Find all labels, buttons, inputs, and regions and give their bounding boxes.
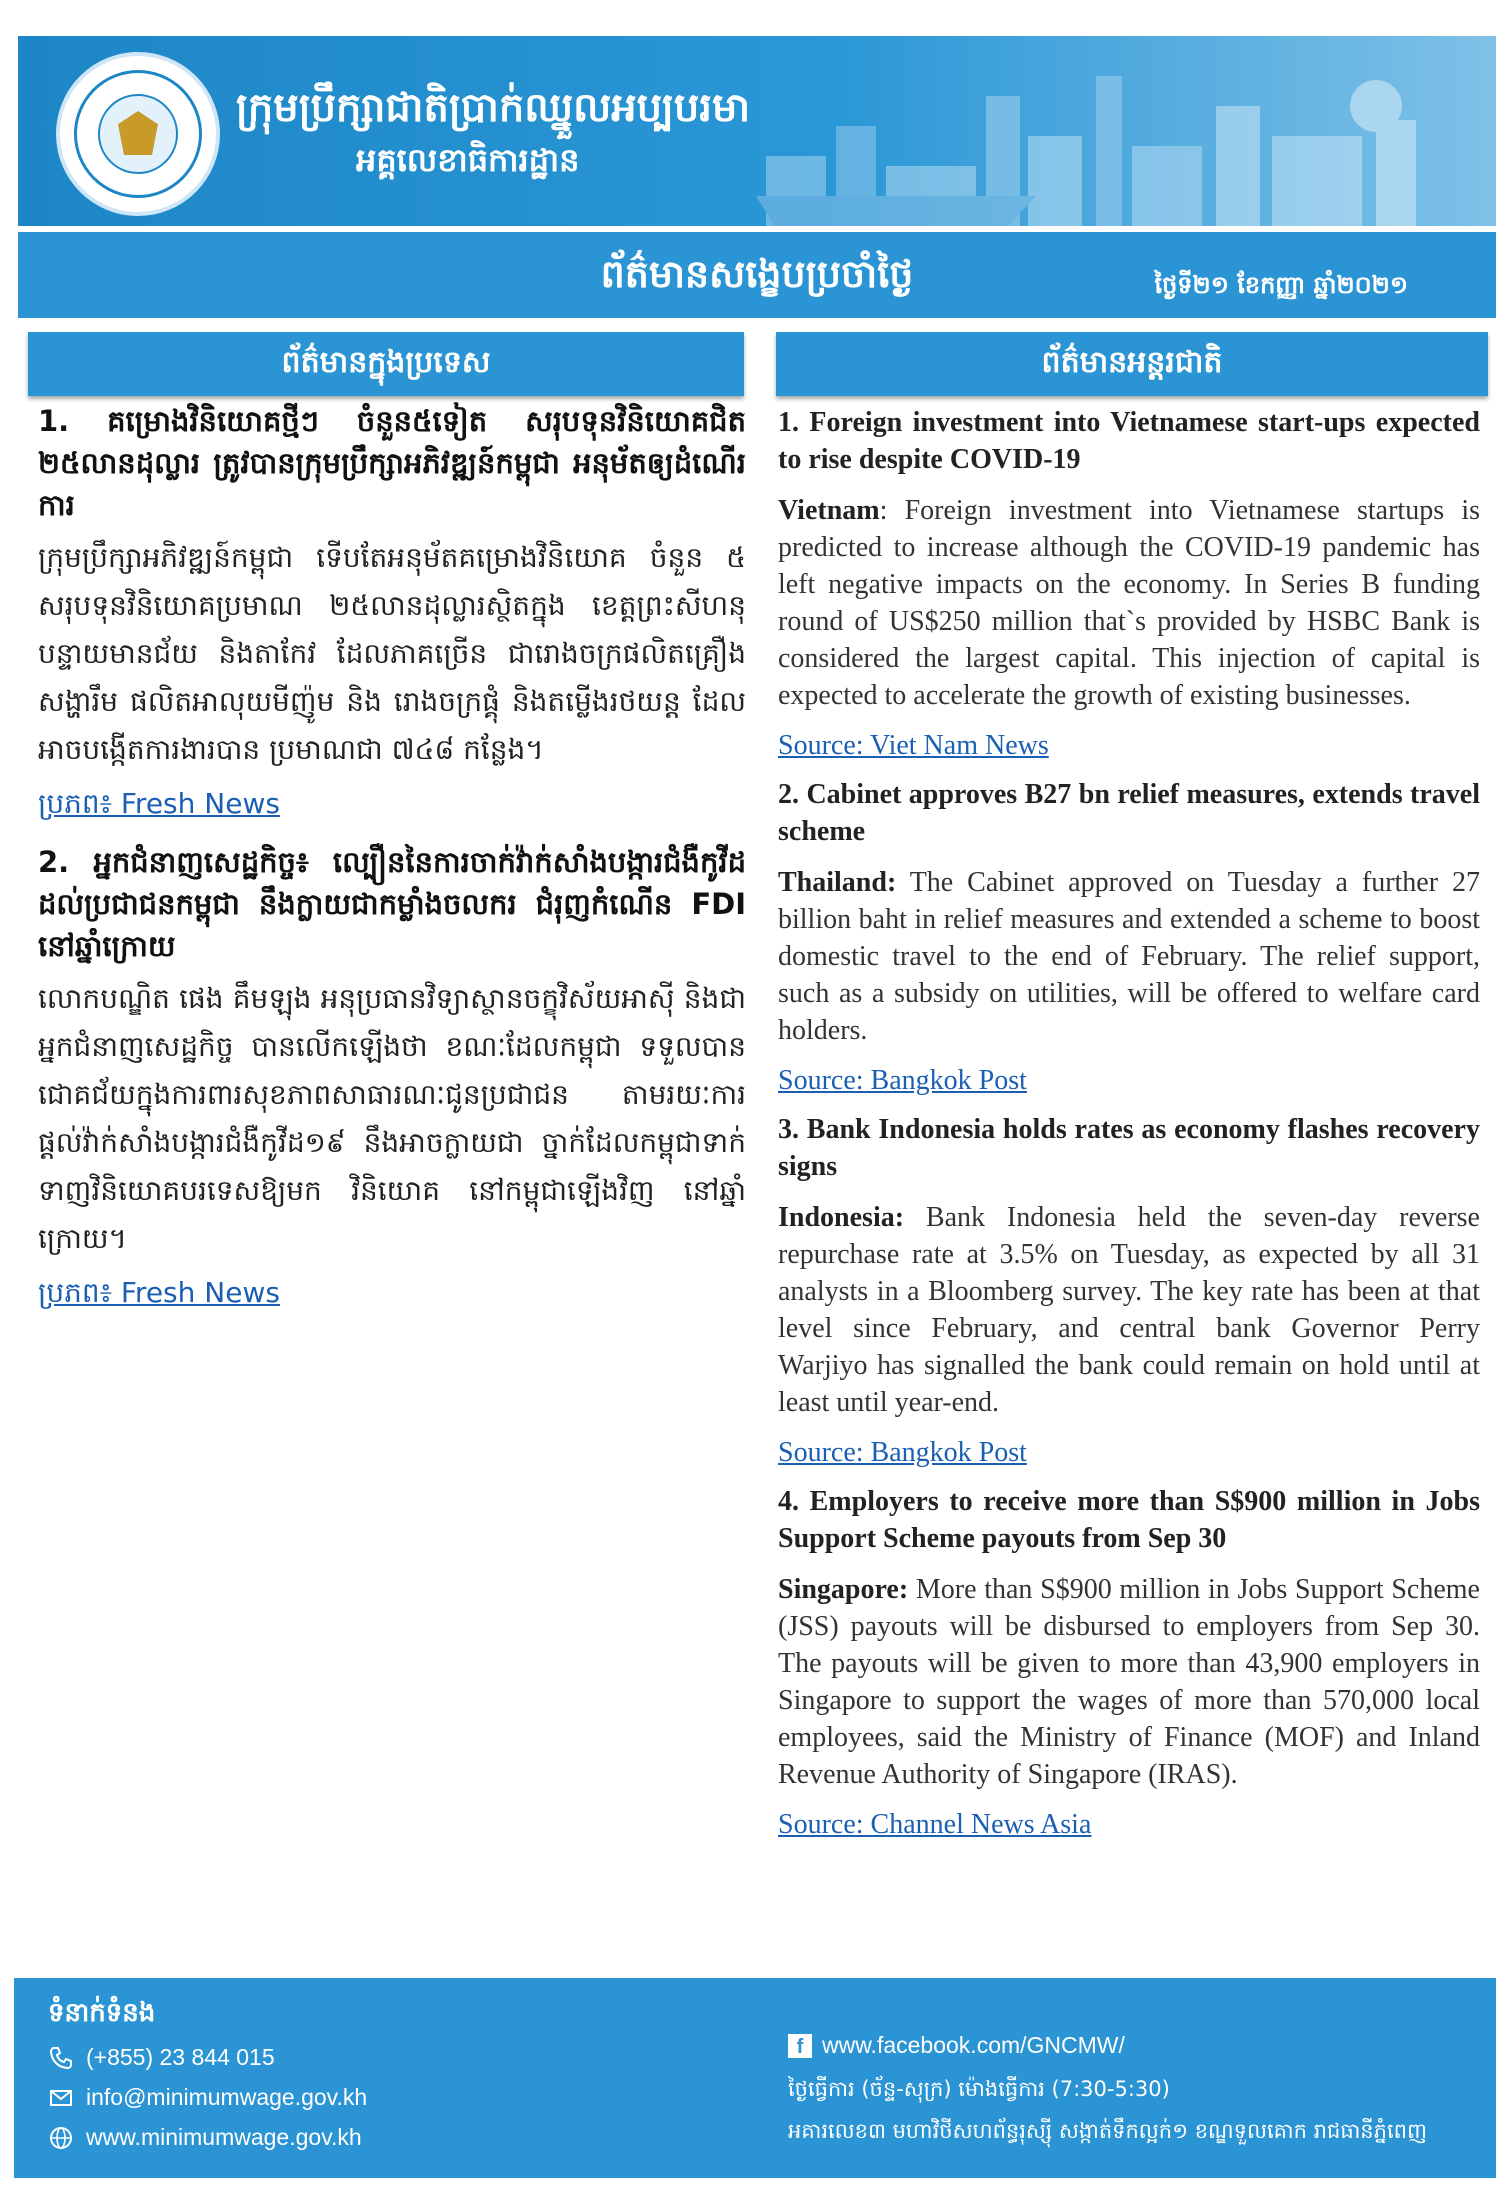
- intl-news-source-link[interactable]: Source: Viet Nam News: [778, 730, 1049, 761]
- intl-news-title: 4. Employers to receive more than S$900 million in Jobs Support Scheme payouts from Sep 30: [778, 1486, 1480, 1554]
- international-news-column: [778, 404, 1480, 1855]
- local-news-source-link[interactable]: ប្រភព៖ Fresh News: [38, 787, 280, 820]
- organization-name: ក្រុមប្រឹក្សាជាតិប្រាក់ឈ្នួលអប្បបរមា: [236, 85, 751, 131]
- intl-news-country: Vietnam: [778, 495, 880, 526]
- facebook-link[interactable]: www.facebook.com/GNCMW/: [822, 2032, 1125, 2058]
- globe-icon: [48, 2125, 74, 2151]
- contact-title: ទំនាក់ទំនង: [48, 1998, 156, 2028]
- intl-news-text: The Cabinet approved on Tuesday a further 27 billion baht in relief measures and extended a scheme to boost domestic travel to the end of February. The relief support, such as a subsidy on utilities, will be offered to welfare card holders.: [778, 867, 1480, 1046]
- page-title: ព័ត៌មានសង្ខេបប្រចាំថ្ងៃ: [600, 252, 914, 296]
- intl-news-country: Indonesia:: [778, 1202, 905, 1233]
- intl-news-text: Bank Indonesia held the seven-day reverse repurchase rate at 3.5% on Tuesday, as expected by all 31 analysts in a Bloomberg survey. The key rate has been at that level since February, and central bank Governor Perry Warjiyo has signalled the bank could remain on hold until at least until year-end.: [778, 1202, 1480, 1418]
- local-news-source-link[interactable]: ប្រភព៖ Fresh News: [38, 1276, 280, 1309]
- local-news-item: [38, 400, 746, 827]
- intl-news-source-link[interactable]: Source: Channel News Asia: [778, 1809, 1092, 1840]
- intl-news-body: [778, 1199, 1480, 1421]
- international-news-heading: ព័ត៌មានអន្តរជាតិ: [776, 332, 1488, 396]
- email-icon: [48, 2085, 74, 2111]
- intl-news-body: [778, 1571, 1480, 1793]
- intl-news-country: Thailand:: [778, 867, 897, 898]
- local-news-title: 2. អ្នកជំនាញសេដ្ឋកិច្ច៖ ល្បឿននៃការចាក់វ៉ាក់សាំងបង្ការជំងឺកូវីដ ដល់ប្រជាជនកម្ពុជា នឹងក្លាយជាកម្លាំងចលករ ជំរុញកំណើន FDI នៅឆ្នាំក្រោយ: [38, 845, 746, 963]
- footer: [14, 1978, 1496, 2178]
- local-news-title: 1. គម្រោងវិនិយោគថ្មីៗ ចំនួន៥ទៀត សរុបទុនវិនិយោគជិត ២៥លានដុល្លារ ត្រូវបានក្រុមប្រឹក្សាអភិវឌ្ឍន៍កម្ពុជា អនុម័តឲ្យដំណើរការ: [38, 404, 746, 522]
- intl-news-title: 1. Foreign investment into Vietnamese start-ups expected to rise despite COVID-19: [778, 407, 1480, 475]
- intl-news-item: [778, 404, 1480, 762]
- working-hours: ថ្ងៃធ្វើការ (ច័ន្ទ-សុក្រ) ម៉ោងធ្វើការ (7:30-5:30): [788, 2077, 1170, 2101]
- email-row: [48, 2084, 367, 2111]
- phone-number: (+855) 23 844 015: [86, 2044, 275, 2070]
- local-news-heading: ព័ត៌មានក្នុងប្រទេស: [28, 332, 744, 396]
- email-address[interactable]: info@minimumwage.gov.kh: [86, 2084, 368, 2110]
- intl-news-country: Singapore:: [778, 1574, 909, 1605]
- local-news-column: [38, 400, 746, 1316]
- organization-logo: [56, 52, 220, 216]
- intl-news-item: [778, 1483, 1480, 1841]
- intl-news-title: 2. Cabinet approves B27 bn relief measures, extends travel scheme: [778, 779, 1480, 847]
- local-news-item: [38, 841, 746, 1316]
- local-news-body: ក្រុមប្រឹក្សាអភិវឌ្ឍន៍កម្ពុជា ទើបតែអនុម័តគម្រោងវិនិយោគ ចំនួន ៥ សរុបទុនវិនិយោគប្រមាណ ២៥លានដុល្លារស្ថិតក្នុង ខេត្តព្រះសីហនុ បន្ទាយមានជ័យ និងតាកែវ ដែលភាគច្រើន ជារោងចក្រផលិតគ្រឿងសង្ហារឹម ផលិតអាលុយមីញ៉ូម និង រោងចក្រផ្គុំ និងតម្លើងរថយន្ត ដែលអាចបង្កើតការងារបាន ប្រមាណជា ៧៤៨ កន្លែង។: [38, 541, 746, 766]
- intl-news-item: [778, 1111, 1480, 1469]
- intl-news-title: 3. Bank Indonesia holds rates as economy flashes recovery signs: [778, 1114, 1480, 1182]
- intl-news-source-link[interactable]: Source: Bangkok Post: [778, 1065, 1027, 1096]
- organization-subtitle: អគ្គលេខាធិការដ្ឋាន: [356, 141, 580, 179]
- local-news-body: លោកបណ្ឌិត ផេង គឹមឡុង អនុប្រធានវិទ្យាស្ថានចក្ខុវិស័យអាស៊ី និងជាអ្នកជំនាញសេដ្ឋកិច្ច បានលើកឡើងថា ខណៈដែលកម្ពុជា ទទួលបានជោគជ័យក្នុងការពារសុខភាពសាធារណៈជូនប្រជាជន តាមរយៈការផ្តល់វ៉ាក់សាំងបង្ការជំងឺកូវីដ១៩ នឹងអាចក្លាយជា ច្នាក់ដែលកម្ពុជាទាក់ ទាញវិនិយោគបរទេសឱ្យមក វិនិយោគ នៅកម្ពុជាឡើងវិញ នៅឆ្នាំក្រោយ។: [38, 982, 746, 1255]
- office-address: អគារលេខ៣ មហាវិថីសហព័ន្ធរុស្ស៊ី សង្កាត់ទឹកល្អក់១ ខណ្ឌទួលគោក រាជធានីភ្នំពេញ: [788, 2119, 1427, 2143]
- facebook-icon: f: [788, 2034, 812, 2058]
- intl-news-body: [778, 864, 1480, 1049]
- intl-news-source-link[interactable]: Source: Bangkok Post: [778, 1437, 1027, 1468]
- intl-news-body: [778, 492, 1480, 714]
- website-link[interactable]: www.minimumwage.gov.kh: [86, 2124, 362, 2150]
- city-port-illustration: [736, 36, 1496, 228]
- intl-news-text: More than S$900 million in Jobs Support Scheme (JSS) payouts will be disbursed to employers from Sep 30. The payouts will be given to more than 43,900 employers in Singapore to support the wages of more than 570,000 local employees, said the Ministry of Finance (MOF) and Inland Revenue Authority of Singapore (IRAS).: [778, 1574, 1480, 1790]
- phone-row: [48, 2044, 275, 2071]
- facebook-row: [788, 2032, 1125, 2059]
- phone-icon: [48, 2045, 74, 2071]
- title-bar: [18, 232, 1496, 318]
- intl-news-item: [778, 776, 1480, 1097]
- intl-news-text: : Foreign investment into Vietnamese startups is predicted to increase although the COVID-19 pandemic has left negative impacts on the economy. In Series B funding round of US$250 million that`s provided by HSBC Bank is considered the largest capital. This injection of capital is expected to accelerate the growth of existing businesses.: [778, 495, 1480, 711]
- website-row: [48, 2124, 362, 2151]
- header-banner: [18, 36, 1496, 228]
- issue-date: ថ្ងៃទី២១ ខែកញ្ញា ឆ្នាំ២០២១: [1154, 271, 1408, 299]
